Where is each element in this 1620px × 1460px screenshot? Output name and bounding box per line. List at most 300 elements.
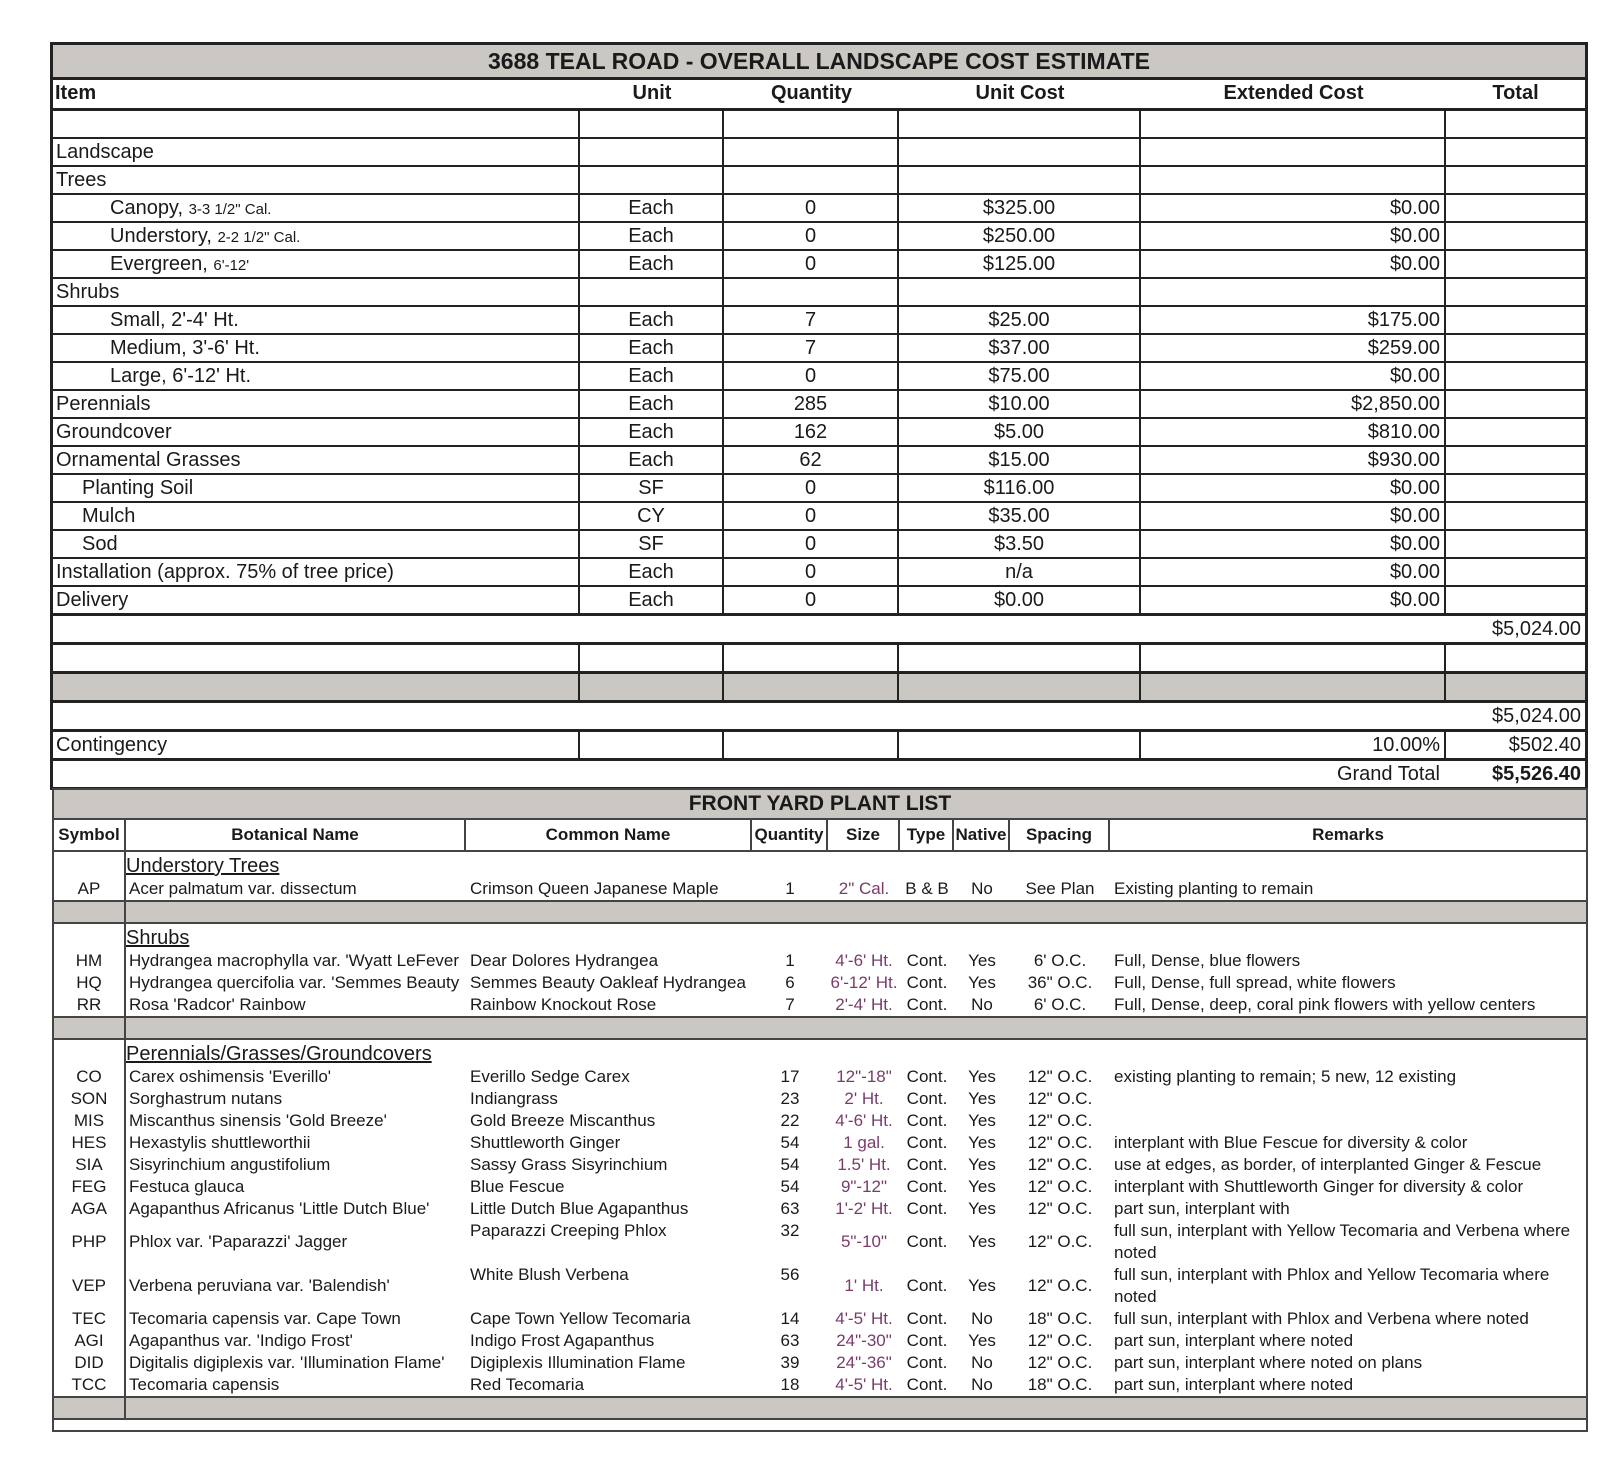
header-total: Total <box>1492 82 1539 104</box>
cell-unit-cost: $10.00 <box>899 391 1141 417</box>
cell-extended-cost: $0.00 <box>1141 587 1446 613</box>
cell-botanical-name: Agapanthus var. 'Indigo Frost' <box>129 1331 353 1350</box>
header-remarks: Remarks <box>1312 825 1384 844</box>
header-size: Size <box>828 820 900 850</box>
plant-row <box>54 1220 1586 1264</box>
cell-quantity: 7 <box>724 335 899 361</box>
cell-symbol: FEG <box>54 1176 126 1198</box>
cell-total <box>1446 531 1585 557</box>
item-label: Installation (approx. 75% of tree price) <box>56 561 394 583</box>
cell-size: 1'-2' Ht. <box>835 1199 893 1218</box>
cell-spacing: 12" O.C. <box>1027 1155 1093 1174</box>
estimate-row <box>53 531 1585 559</box>
cell-quantity: 54 <box>780 1155 800 1174</box>
item-label: Small, 2'-4' Ht. <box>110 309 239 331</box>
plant-row <box>54 1176 1586 1198</box>
section-divider <box>54 902 1586 924</box>
cell-common-name: Paparazzi Creeping Phlox <box>470 1221 667 1240</box>
cell-extended-cost: $2,850.00 <box>1141 391 1446 417</box>
estimate-row <box>53 475 1585 503</box>
grand-total-value: $5,526.40 <box>1492 763 1581 785</box>
blank-row <box>53 645 1585 674</box>
item-size-note: 3-3 1/2" Cal. <box>188 201 272 218</box>
cell-unit: Each <box>580 363 724 389</box>
cell-remarks: use at edges, as border, of interplanted Ginger & Fescue <box>1114 1155 1542 1174</box>
header-type: Type <box>900 820 954 850</box>
header-unit-cost: Unit Cost <box>975 82 1065 104</box>
cell-remarks: full sun, interplant with Phlox and Yellow Tecomaria where noted <box>1114 1265 1550 1306</box>
cell-botanical-name: Miscanthus sinensis 'Gold Breeze' <box>129 1111 387 1130</box>
cell-unit-cost: $75.00 <box>899 363 1141 389</box>
divider-symbol-cell <box>54 1018 126 1038</box>
cell-quantity: 56 <box>780 1265 800 1284</box>
cell-remarks: full sun, interplant with Yellow Tecomaria and Verbena where noted <box>1114 1221 1571 1262</box>
estimate-row <box>53 391 1585 419</box>
grand-total-row <box>53 761 1585 787</box>
cell-extended-cost: $0.00 <box>1141 559 1446 585</box>
cell-common-name: Sassy Grass Sisyrinchium <box>470 1155 668 1174</box>
cell-symbol: AGA <box>54 1198 126 1220</box>
cell-total <box>1446 559 1585 585</box>
item-label: Understory, <box>110 225 218 247</box>
subtotal-value-2: $5,024.00 <box>1492 705 1581 727</box>
estimate-row <box>53 335 1585 363</box>
cell-unit: Each <box>580 251 724 277</box>
plant-row <box>54 1088 1586 1110</box>
cell-botanical-name: Festuca glauca <box>129 1177 245 1196</box>
cell-common-name: Little Dutch Blue Agapanthus <box>470 1199 689 1218</box>
cell-spacing: 6' O.C. <box>1033 951 1087 970</box>
cell-total <box>1446 475 1585 501</box>
item-label: Ornamental Grasses <box>56 449 241 471</box>
cell-symbol: SIA <box>54 1154 126 1176</box>
estimate-row <box>53 223 1585 251</box>
cell-quantity: 63 <box>780 1331 800 1350</box>
cell-quantity: 285 <box>724 391 899 417</box>
cell-symbol: AGI <box>54 1330 126 1352</box>
cell-spacing: 12" O.C. <box>1027 1067 1093 1086</box>
cell-native: No <box>971 995 993 1014</box>
cell-remarks: part sun, interplant where noted <box>1114 1331 1354 1350</box>
item-label: Planting Soil <box>82 477 194 499</box>
section-heading-row <box>54 852 1586 878</box>
cell-unit-cost: $250.00 <box>899 223 1141 249</box>
cell-extended-cost <box>1141 139 1446 165</box>
cell-quantity: 7 <box>785 995 795 1014</box>
cell-native: Yes <box>968 1067 996 1086</box>
grand-total-label: Grand Total <box>1336 763 1440 785</box>
cell-common-name: Indigo Frost Agapanthus <box>470 1331 655 1350</box>
cell-native: Yes <box>968 1111 996 1130</box>
cell-symbol: DID <box>54 1352 126 1374</box>
header-extended-cost: Extended Cost <box>1223 82 1364 104</box>
symbol-cell <box>54 1040 126 1066</box>
cell-unit: Each <box>580 587 724 613</box>
cell-extended-cost: $0.00 <box>1141 251 1446 277</box>
item-label: Shrubs <box>56 281 120 303</box>
header-native: Native <box>954 820 1010 850</box>
cell-quantity: 162 <box>724 419 899 445</box>
cell-type: Cont. <box>906 1133 948 1152</box>
cell-unit: Each <box>580 559 724 585</box>
cell-remarks: existing planting to remain; 5 new, 12 existing <box>1114 1067 1457 1086</box>
cell-common-name: Everillo Sedge Carex <box>470 1067 630 1086</box>
cell-extended-cost: $0.00 <box>1141 223 1446 249</box>
cell-unit: Each <box>580 223 724 249</box>
cell-unit-cost <box>899 167 1141 193</box>
cell-botanical-name: Tecomaria capensis <box>129 1375 280 1394</box>
cell-symbol: HQ <box>54 972 126 994</box>
plant-row <box>54 1374 1586 1396</box>
item-label: Trees <box>56 169 107 191</box>
cell-common-name: Crimson Queen Japanese Maple <box>470 879 719 898</box>
cell-remarks: part sun, interplant where noted <box>1114 1375 1354 1394</box>
cell-quantity <box>724 111 899 137</box>
cell-unit <box>580 167 724 193</box>
estimate-row <box>53 251 1585 279</box>
cell-native: Yes <box>968 1199 996 1218</box>
cell-symbol: TCC <box>54 1374 126 1396</box>
cell-quantity: 0 <box>724 363 899 389</box>
cell-common-name: Dear Dolores Hydrangea <box>470 951 659 970</box>
cell-unit-cost: $15.00 <box>899 447 1141 473</box>
cell-unit-cost: $3.50 <box>899 531 1141 557</box>
cell-remarks: interplant with Blue Fescue for diversity & color <box>1114 1133 1468 1152</box>
cell-extended-cost: $0.00 <box>1141 363 1446 389</box>
cell-item <box>53 307 580 333</box>
cell-extended-cost: $0.00 <box>1141 503 1446 529</box>
item-label: Sod <box>82 533 118 555</box>
cell-unit: Each <box>580 307 724 333</box>
estimate-row <box>53 419 1585 447</box>
item-label: Landscape <box>56 141 154 163</box>
cell-total <box>1446 363 1585 389</box>
cell-size: 6'-12' Ht. <box>830 973 898 992</box>
cell-remarks: interplant with Shuttleworth Ginger for diversity & color <box>1114 1177 1524 1196</box>
cell-item <box>53 531 580 557</box>
plant-row <box>54 1352 1586 1374</box>
estimate-row <box>53 587 1585 616</box>
cell-quantity: 6 <box>785 973 795 992</box>
cell-remarks: Full, Dense, deep, coral pink flowers with yellow centers <box>1114 995 1536 1014</box>
cell-type: Cont. <box>906 1067 948 1086</box>
plant-row <box>54 1066 1586 1088</box>
cell-native: No <box>971 1353 993 1372</box>
cell-quantity: 0 <box>724 503 899 529</box>
cell-total <box>1446 195 1585 221</box>
cell-unit: Each <box>580 391 724 417</box>
cell-remarks <box>1110 1110 1586 1132</box>
plant-row <box>54 1330 1586 1352</box>
estimate-row <box>53 195 1585 223</box>
cell-total <box>1446 447 1585 473</box>
cell-unit-cost <box>899 111 1141 137</box>
item-label: Groundcover <box>56 421 172 443</box>
cell-item <box>53 279 580 305</box>
cell-unit-cost: $116.00 <box>899 475 1141 501</box>
plant-row <box>54 1198 1586 1220</box>
cell-extended-cost: $0.00 <box>1141 475 1446 501</box>
section-divider <box>54 1398 1586 1420</box>
estimate-rows <box>53 111 1585 616</box>
plant-row <box>54 950 1586 972</box>
cell-size: 9"-12" <box>840 1177 888 1196</box>
item-label: Mulch <box>82 505 136 527</box>
header-unit: Unit <box>632 82 672 104</box>
cell-type: Cont. <box>906 1177 948 1196</box>
cell-common-name: White Blush Verbena <box>470 1265 629 1284</box>
cell-quantity: 0 <box>724 195 899 221</box>
plant-list-table <box>52 788 1588 1432</box>
plant-row <box>54 1308 1586 1330</box>
plant-row <box>54 1132 1586 1154</box>
item-label: Delivery <box>56 589 129 611</box>
cell-quantity: 32 <box>780 1221 800 1240</box>
cell-native: Yes <box>968 1177 996 1196</box>
estimate-row <box>53 363 1585 391</box>
contingency-label: Contingency <box>53 732 580 758</box>
plant-list-header-row <box>54 820 1586 852</box>
header-quantity: Quantity <box>770 82 853 104</box>
cell-extended-cost: $0.00 <box>1141 531 1446 557</box>
cell-common-name: Blue Fescue <box>470 1177 565 1196</box>
cell-symbol: RR <box>54 994 126 1016</box>
cell-unit: SF <box>580 531 724 557</box>
cell-botanical-name: Rosa 'Radcor' Rainbow <box>129 995 306 1014</box>
cell-botanical-name: Hexastylis shuttleworthii <box>129 1133 311 1152</box>
cell-native: Yes <box>968 973 996 992</box>
cell-size: 2'-4' Ht. <box>835 995 893 1014</box>
cell-native: Yes <box>968 1089 996 1108</box>
cell-total <box>1446 251 1585 277</box>
cell-symbol: HES <box>54 1132 126 1154</box>
cell-type: Cont. <box>906 1375 948 1394</box>
plant-row <box>54 1110 1586 1132</box>
cell-remarks: full sun, interplant with Phlox and Verbena where noted <box>1114 1309 1529 1328</box>
cell-symbol: SON <box>54 1088 126 1110</box>
cell-total <box>1446 391 1585 417</box>
cell-native: No <box>971 879 993 898</box>
cell-common-name: Gold Breeze Miscanthus <box>470 1111 656 1130</box>
section-heading: Understory Trees <box>126 855 280 877</box>
cell-botanical-name: Sorghastrum nutans <box>129 1089 283 1108</box>
cell-type: Cont. <box>906 995 948 1014</box>
cell-unit: CY <box>580 503 724 529</box>
cell-remarks: Existing planting to remain <box>1114 879 1314 898</box>
cell-remarks: Full, Dense, full spread, white flowers <box>1114 973 1396 992</box>
cell-unit: SF <box>580 475 724 501</box>
cell-botanical-name: Agapanthus Africanus 'Little Dutch Blue' <box>129 1199 430 1218</box>
cell-extended-cost <box>1141 279 1446 305</box>
cell-quantity <box>724 139 899 165</box>
cell-botanical-name: Hydrangea quercifolia var. 'Semmes Beauty <box>129 973 460 992</box>
cell-size: 4'-6' Ht. <box>835 1111 893 1130</box>
cell-symbol: PHP <box>54 1220 126 1264</box>
cell-symbol: AP <box>54 878 126 900</box>
cell-type: B & B <box>905 879 949 898</box>
cell-common-name: Digiplexis Illumination Flame <box>470 1353 686 1372</box>
cell-botanical-name: Hydrangea macrophylla var. 'Wyatt LeFever <box>129 951 460 970</box>
cell-spacing: 12" O.C. <box>1027 1331 1093 1350</box>
cell-unit <box>580 111 724 137</box>
cell-size: 24"-30" <box>836 1331 892 1350</box>
cell-quantity: 18 <box>780 1375 800 1394</box>
cell-quantity: 14 <box>780 1309 800 1328</box>
cell-symbol: HM <box>54 950 126 972</box>
cell-quantity: 54 <box>780 1133 800 1152</box>
cell-unit-cost <box>899 279 1141 305</box>
header-common-name: Common Name <box>466 820 752 850</box>
cell-botanical-name: Sisyrinchium angustifolium <box>129 1155 331 1174</box>
cell-quantity: 23 <box>780 1089 800 1108</box>
estimate-row <box>53 559 1585 587</box>
estimate-row <box>53 447 1585 475</box>
cell-quantity: 62 <box>724 447 899 473</box>
cell-item <box>53 251 580 277</box>
estimate-row <box>53 139 1585 167</box>
cell-extended-cost <box>1141 167 1446 193</box>
cell-botanical-name: Verbena peruviana var. 'Balendish' <box>129 1276 390 1295</box>
cell-common-name: Semmes Beauty Oakleaf Hydrangea <box>470 973 746 992</box>
item-label: Evergreen, <box>110 253 214 275</box>
cell-native: Yes <box>968 951 996 970</box>
cell-size: 4'-5' Ht. <box>835 1375 893 1394</box>
cell-type: Cont. <box>906 1111 948 1130</box>
section-heading-row <box>54 924 1586 950</box>
estimate-title: 3688 TEAL ROAD - OVERALL LANDSCAPE COST ESTIMATE <box>53 45 1585 80</box>
cell-unit-cost: $0.00 <box>899 587 1141 613</box>
cell-spacing: 12" O.C. <box>1027 1089 1093 1108</box>
cell-spacing: 12" O.C. <box>1027 1276 1093 1295</box>
cell-size: 1.5' Ht. <box>837 1155 891 1174</box>
item-label: Large, 6'-12' Ht. <box>110 365 252 387</box>
cell-common-name: Indiangrass <box>470 1089 558 1108</box>
cell-spacing: 12" O.C. <box>1027 1177 1093 1196</box>
cell-spacing: 12" O.C. <box>1027 1111 1093 1130</box>
item-label: Canopy, <box>110 197 189 219</box>
estimate-row <box>53 111 1585 139</box>
cell-spacing: 12" O.C. <box>1027 1133 1093 1152</box>
plant-row <box>54 1154 1586 1176</box>
cell-extended-cost: $810.00 <box>1141 419 1446 445</box>
cell-total <box>1446 139 1585 165</box>
item-size-note: 6'-12' <box>213 257 250 274</box>
cell-unit-cost: $37.00 <box>899 335 1141 361</box>
cell-item <box>53 335 580 361</box>
cell-type: Cont. <box>906 1309 948 1328</box>
subtotal-value: $5,024.00 <box>1492 618 1581 640</box>
cell-quantity: 0 <box>724 531 899 557</box>
cell-spacing: 18" O.C. <box>1027 1375 1093 1394</box>
cell-type: Cont. <box>906 951 948 970</box>
cell-item <box>53 167 580 193</box>
plant-list-body <box>54 852 1586 1420</box>
cell-item <box>53 223 580 249</box>
cell-quantity: 7 <box>724 307 899 333</box>
cell-size: 2" Cal. <box>838 879 890 898</box>
contingency-percent: 10.00% <box>1141 732 1446 758</box>
section-divider <box>54 1018 1586 1040</box>
cell-symbol: VEP <box>54 1264 126 1308</box>
cell-native: Yes <box>968 1276 996 1295</box>
cell-botanical-name: Digitalis digiplexis var. 'Illumination Flame' <box>129 1353 445 1372</box>
cell-type: Cont. <box>906 1199 948 1218</box>
cell-botanical-name: Phlox var. 'Paparazzi' Jagger <box>129 1232 348 1251</box>
cell-size: 5"-10" <box>840 1232 888 1251</box>
divider-symbol-cell <box>54 902 126 922</box>
cell-spacing: 6' O.C. <box>1033 995 1087 1014</box>
cell-type: Cont. <box>906 1232 948 1251</box>
cell-spacing: See Plan <box>1025 879 1095 898</box>
symbol-cell <box>54 852 126 878</box>
section-heading-row <box>54 1040 1586 1066</box>
plant-row <box>54 1264 1586 1308</box>
cell-botanical-name: Acer palmatum var. dissectum <box>129 879 357 898</box>
cell-item <box>53 587 580 613</box>
cell-spacing: 36" O.C. <box>1027 973 1093 992</box>
estimate-row <box>53 279 1585 307</box>
cell-extended-cost: $0.00 <box>1141 195 1446 221</box>
cell-item <box>53 391 580 417</box>
cell-total <box>1446 111 1585 137</box>
estimate-row <box>53 503 1585 531</box>
cell-native: No <box>971 1375 993 1394</box>
item-label: Medium, 3'-6' Ht. <box>110 337 260 359</box>
cell-total <box>1446 419 1585 445</box>
cell-extended-cost <box>1141 111 1446 137</box>
plant-row <box>54 994 1586 1016</box>
cell-unit: Each <box>580 419 724 445</box>
cell-quantity: 17 <box>780 1067 800 1086</box>
estimate-header-row <box>53 80 1585 111</box>
cell-quantity: 0 <box>724 223 899 249</box>
cell-unit-cost: $325.00 <box>899 195 1141 221</box>
cell-symbol: MIS <box>54 1110 126 1132</box>
cell-symbol: TEC <box>54 1308 126 1330</box>
cell-remarks: part sun, interplant where noted on plans <box>1114 1353 1423 1372</box>
cell-total <box>1446 503 1585 529</box>
header-item: Item <box>55 82 97 104</box>
cell-quantity: 54 <box>780 1177 800 1196</box>
cell-size: 1 gal. <box>843 1133 885 1152</box>
cell-unit-cost: $5.00 <box>899 419 1141 445</box>
subtotal-row-2 <box>53 703 1585 732</box>
cell-size: 12"-18" <box>836 1067 892 1086</box>
cell-total <box>1446 335 1585 361</box>
plant-list-title: FRONT YARD PLANT LIST <box>54 790 1586 820</box>
cell-item <box>53 559 580 585</box>
cell-unit: Each <box>580 335 724 361</box>
cell-size: 2' Ht. <box>844 1089 884 1108</box>
cell-remarks: part sun, interplant with <box>1114 1199 1290 1218</box>
cell-common-name: Cape Town Yellow Tecomaria <box>470 1309 691 1328</box>
cell-quantity: 0 <box>724 559 899 585</box>
cell-botanical-name: Tecomaria capensis var. Cape Town <box>129 1309 401 1328</box>
cell-quantity: 63 <box>780 1199 800 1218</box>
header-quantity: Quantity <box>752 820 828 850</box>
cell-item <box>53 139 580 165</box>
cell-unit: Each <box>580 447 724 473</box>
cell-extended-cost: $259.00 <box>1141 335 1446 361</box>
cell-unit-cost: $125.00 <box>899 251 1141 277</box>
cell-unit-cost: $35.00 <box>899 503 1141 529</box>
cell-size: 4'-6' Ht. <box>835 951 893 970</box>
cell-type: Cont. <box>906 1276 948 1295</box>
cell-unit-cost <box>899 139 1141 165</box>
header-symbol: Symbol <box>54 820 126 850</box>
cell-size: 4'-5' Ht. <box>835 1309 893 1328</box>
cell-quantity <box>724 279 899 305</box>
